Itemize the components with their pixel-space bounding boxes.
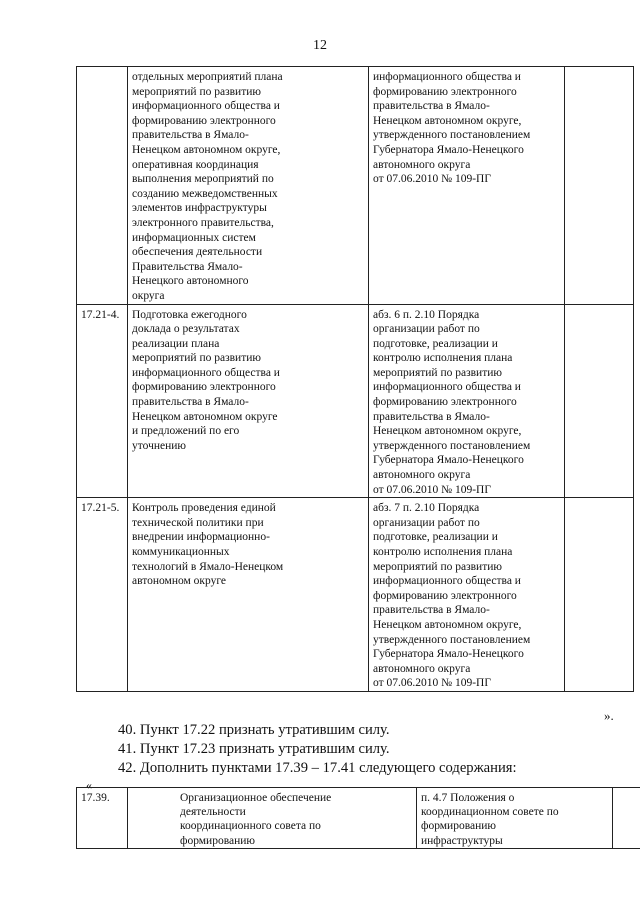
basis-line: правительства в Ямало- <box>373 410 490 423</box>
description-line: доклада о результатах <box>132 323 240 336</box>
description-line: правительства в Ямало- <box>132 129 249 142</box>
basis-line: от 07.06.2010 № 109-ПГ <box>373 677 492 690</box>
legal-basis-cell <box>417 788 613 849</box>
basis-line: автономного округа <box>373 469 471 482</box>
item-42: 42. Дополнить пунктами 17.39 – 17.41 следующего содержания: <box>118 760 517 776</box>
function-description-cell <box>128 498 369 692</box>
description-line: формированию электронного <box>132 381 276 394</box>
empty-cell <box>565 498 634 692</box>
description-line: Организационное обеспечение <box>180 792 332 804</box>
description-line: Подготовка ежегодного <box>132 308 247 321</box>
legal-basis-cell <box>369 498 565 692</box>
item-number-cell: 17.39. <box>77 788 128 849</box>
description-line: правительства в Ямало- <box>132 396 249 409</box>
description-line: формированию <box>180 834 255 847</box>
item-number-cell: 17.21-5. <box>77 498 128 692</box>
basis-line: формированию электронного <box>373 589 517 602</box>
function-description-cell <box>128 67 369 305</box>
function-description-cell <box>128 788 417 849</box>
description-line: Правительства Ямало- <box>132 260 243 273</box>
basis-line: Губернатора Ямало-Ненецкого <box>373 454 524 467</box>
description-line: информационного общества и <box>132 100 280 113</box>
basis-line: организации работ по <box>373 516 480 529</box>
empty-cell <box>613 788 640 849</box>
basis-line: подготовке, реализации и <box>373 337 498 350</box>
basis-line: информационного общества и <box>373 381 521 394</box>
basis-line: утвержденного постановлением <box>373 633 531 646</box>
description-line: реализации плана <box>132 337 220 350</box>
basis-line: координационном совете по <box>421 806 559 819</box>
description-line: уточнению <box>132 439 187 452</box>
description-line: и предложений по его <box>132 425 240 438</box>
basis-line: формированию электронного <box>373 85 517 98</box>
table-row <box>77 304 634 498</box>
description-line: технологий в Ямало-Ненецком <box>132 560 284 573</box>
basis-line: абз. 6 п. 2.10 Порядка <box>373 308 480 321</box>
item-41: 41. Пункт 17.23 признать утратившим силу. <box>118 741 390 757</box>
basis-line: Ненецком автономном округе, <box>373 114 522 127</box>
description-line: технической политики при <box>132 516 264 529</box>
item-number-cell: 17.21-4. <box>77 304 128 498</box>
table-row <box>77 498 634 692</box>
description-line: мероприятий по развитию <box>132 85 261 98</box>
basis-line: подготовке, реализации и <box>373 531 498 544</box>
empty-cell <box>565 304 634 498</box>
basis-line: инфраструктуры <box>421 834 503 847</box>
description-line: оперативная координация <box>132 158 259 171</box>
description-line: Ненецком автономном округе <box>132 410 278 423</box>
description-line: Ненецкого автономного <box>132 275 249 288</box>
basis-line: абз. 7 п. 2.10 Порядка <box>373 502 480 515</box>
basis-line: правительства в Ямало- <box>373 100 490 113</box>
description-line: коммуникационных <box>132 546 230 558</box>
basis-line: правительства в Ямало- <box>373 604 490 617</box>
closing-quote: ». <box>604 708 614 723</box>
item-number-cell <box>77 67 128 305</box>
function-description-cell <box>128 304 369 498</box>
basis-line: от 07.06.2010 № 109-ПГ <box>373 483 492 496</box>
basis-line: мероприятий по развитию <box>373 560 502 573</box>
basis-line: информационного общества и <box>373 71 521 83</box>
legal-basis-cell <box>369 304 565 498</box>
table-row <box>77 67 634 305</box>
basis-line: утвержденного постановлением <box>373 129 531 142</box>
description-line: округа <box>132 289 165 302</box>
basis-line: Ненецком автономном округе, <box>373 425 522 438</box>
description-line: деятельности <box>180 806 246 819</box>
basis-line: Губернатора Ямало-Ненецкого <box>373 143 524 156</box>
page-number: 12 <box>313 38 327 53</box>
empty-cell <box>565 67 634 305</box>
description-line: выполнения мероприятий по <box>132 173 274 186</box>
basis-line: организации работ по <box>373 323 480 336</box>
basis-line: мероприятий по развитию <box>373 366 502 379</box>
basis-line: утвержденного постановлением <box>373 439 531 452</box>
basis-line: Губернатора Ямало-Ненецкого <box>373 648 524 661</box>
opening-quote: « <box>86 778 92 792</box>
functions-table <box>76 66 634 692</box>
description-line: координационного совета по <box>180 820 321 833</box>
description-line: Ненецком автономном округе, <box>132 143 281 156</box>
basis-line: формированию электронного <box>373 396 517 409</box>
basis-line: информационного общества и <box>373 575 521 588</box>
description-line: отдельных мероприятий плана <box>132 71 283 83</box>
legal-basis-cell <box>369 67 565 305</box>
description-line: информационного общества и <box>132 366 280 379</box>
basis-line: формированию <box>421 820 496 833</box>
basis-line: контролю исполнения плана <box>373 546 513 558</box>
description-line: информационных систем <box>132 231 256 244</box>
description-line: внедрении информационно- <box>132 531 270 544</box>
description-line: элементов инфраструктуры <box>132 202 267 215</box>
basis-line: Ненецком автономном округе, <box>373 618 522 631</box>
description-line: созданию межведомственных <box>132 187 278 200</box>
table-row <box>77 788 640 849</box>
description-line: Контроль проведения единой <box>132 502 276 515</box>
basis-line: автономного округа <box>373 158 471 171</box>
description-line: формированию электронного <box>132 114 276 127</box>
new-items-table <box>76 787 640 849</box>
item-40: 40. Пункт 17.22 признать утратившим силу. <box>118 722 390 738</box>
basis-line: п. 4.7 Положения о <box>421 792 515 804</box>
description-line: обеспечения деятельности <box>132 246 263 259</box>
description-line: мероприятий по развитию <box>132 352 261 365</box>
basis-line: контролю исполнения плана <box>373 352 513 365</box>
description-line: электронного правительства, <box>132 216 274 229</box>
description-line: автономном округе <box>132 575 227 588</box>
basis-line: от 07.06.2010 № 109-ПГ <box>373 173 492 186</box>
basis-line: автономного округа <box>373 662 471 675</box>
